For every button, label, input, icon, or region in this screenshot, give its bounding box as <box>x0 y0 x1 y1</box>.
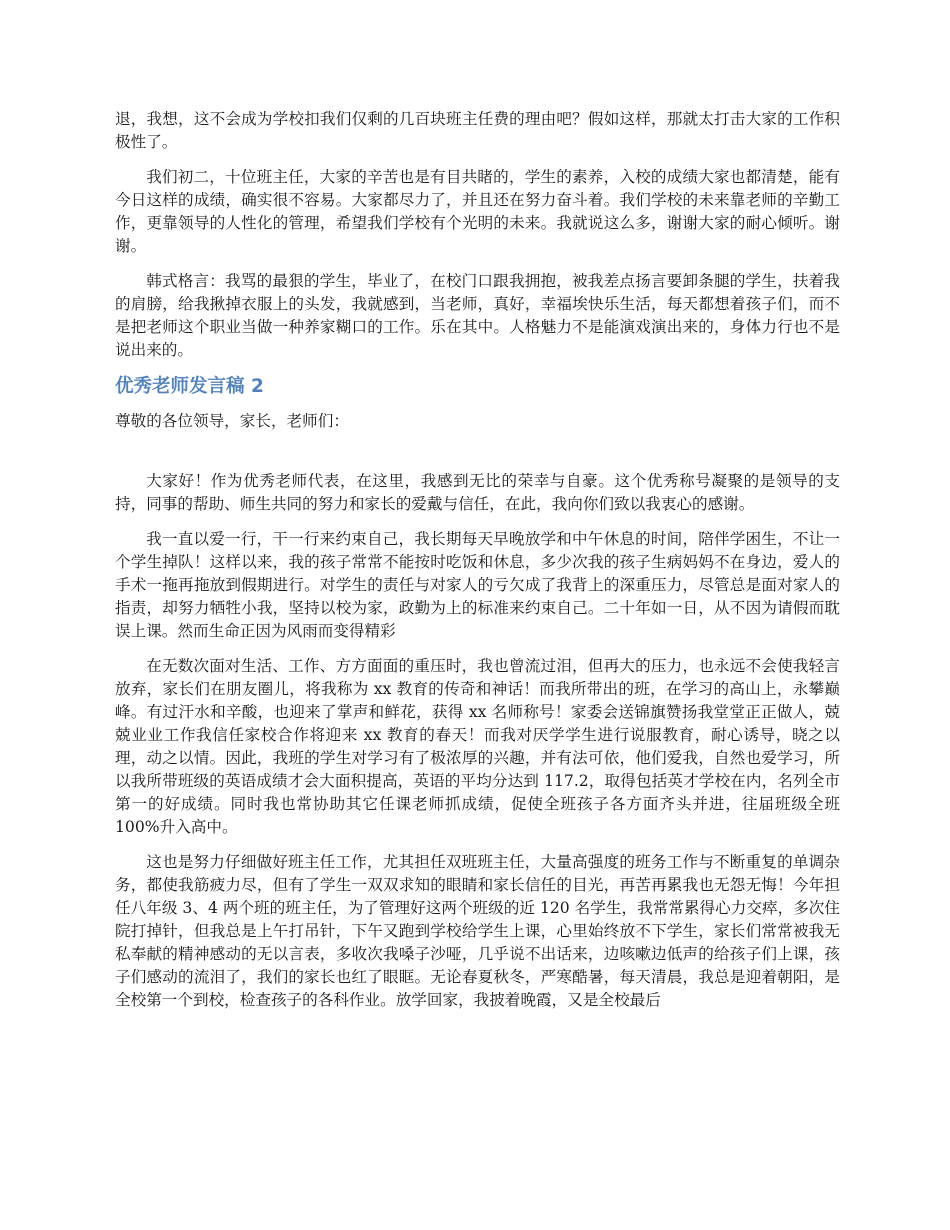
paragraph-greeting: 大家好！作为优秀老师代表，在这里，我感到无比的荣幸与自豪。这个优秀称号凝聚的是领导的支持，同事的帮助、师生共同的努力和家长的爱戴与信任，在此，我向你们致以我衷心的感谢。 <box>115 472 840 513</box>
blank-line <box>115 445 840 470</box>
salutation: 尊敬的各位领导，家长，老师们： <box>115 412 349 430</box>
document-body <box>115 108 840 1024</box>
section-heading: 优秀老师发言稿 2 <box>115 376 264 397</box>
paragraph-dedication: 我一直以爱一行，干一行来约束自己，我长期每天早晚放学和中午休息的时间，陪伴学困生，不让一个学生掉队！这样以来，我的孩子常常不能按时吃饭和休息，多少次我的孩子生病妈妈不在身边，爱人的手术一拖再拖放到假期进行。对学生的责任与对家人的亏欠成了我背上的深重压力，尽管总是面对家人的指责，却努力牺牲小我，坚持以校为家，政勤为上的标准来约束自己。二十年如一日，从不因为请假而耽误上课。然而生命正因为风雨而变得精彩 <box>115 530 840 640</box>
paragraph-grade-two: 我们初二，十位班主任，大家的辛苦也是有目共睹的，学生的素养，入校的成绩大家也都清楚，能有今日这样的成绩，确实很不容易。大家都尽力了，并且还在努力奋斗着。我们学校的未来靠老师的辛勤工作，更靠领导的人性化的管理，希望我们学校有个光明的未来。我就说这么多，谢谢大家的耐心倾听。谢谢。 <box>115 168 840 255</box>
paragraph-motto: 韩式格言：我骂的最狠的学生，毕业了，在校门口跟我拥抱，被我差点扬言要卸条腿的学生，扶着我的肩膀，给我揪掉衣服上的头发，我就感到，当老师，真好，幸福埃快乐生活，每天都想着孩子们，而不是把老师这个职业当做一种养家糊口的工作。乐在其中。人格魅力不是能演戏演出来的，身体力行也不是说出来的。 <box>115 272 840 359</box>
paragraph-continuation: 退，我想，这不会成为学校扣我们仅剩的几百块班主任费的理由吧？假如这样，那就太打击大家的工作积极性了。 <box>115 110 840 151</box>
paragraph-head-teacher: 这也是努力仔细做好班主任工作，尤其担任双班班主任，大量高强度的班务工作与不断重复的单调杂务，都使我筋疲力尽，但有了学生一双双求知的眼睛和家长信任的目光，再苦再累我也无怨无悔！今年担任八年级 3、4 两个班的班主任，为了管理好这两个班级的近 120 名学生，我常常累得心力交瘁，多次住院打掉针，但我总是上午打吊针，下午又跑到学校给学生上课，心里始终放不下学生，家长们常常被我无私奉献的精神感动的无以言表，多收次我嗓子沙哑，几乎说不出话来，边咳嗽边低声的给孩子们上课，孩子们感动的流泪了，我们的家长也红了眼眶。无论春夏秋冬，严寒酷暑，每天清晨，我总是迎着朝阳，是全校第一个到校，检查孩子的各科作业。放学回家，我披着晚霞，又是全校最后 <box>115 853 840 1009</box>
paragraph-achievements: 在无数次面对生活、工作、方方面面的重压时，我也曾流过泪，但再大的压力，也永远不会使我轻言放弃，家长们在朋友圈儿，将我称为 xx 教育的传奇和神话！而我所带出的班，在学习的高山上，永攀巅峰。有过汗水和辛酸，也迎来了掌声和鲜花，获得 xx 名师称号！家委会送锦旗赞扬我堂堂正正做人，兢兢业业工作我信任家校合作将迎来 xx 教育的春天！而我对厌学学生进行说服教育，耐心诱导，晓之以理，动之以情。因此，我班的学生对学习有了极浓厚的兴趣，并有法可依，他们爱我，自然也爱学习，所以我所带班级的英语成绩才会大面积提高，英语的平均分达到 117.2，取得包括英才学校在内，名列全市第一的好成绩。同时我也常协助其它任课老师抓成绩，促使全班孩子各方面齐头并进，往届班级全班 100%升入高中。 <box>115 657 840 836</box>
